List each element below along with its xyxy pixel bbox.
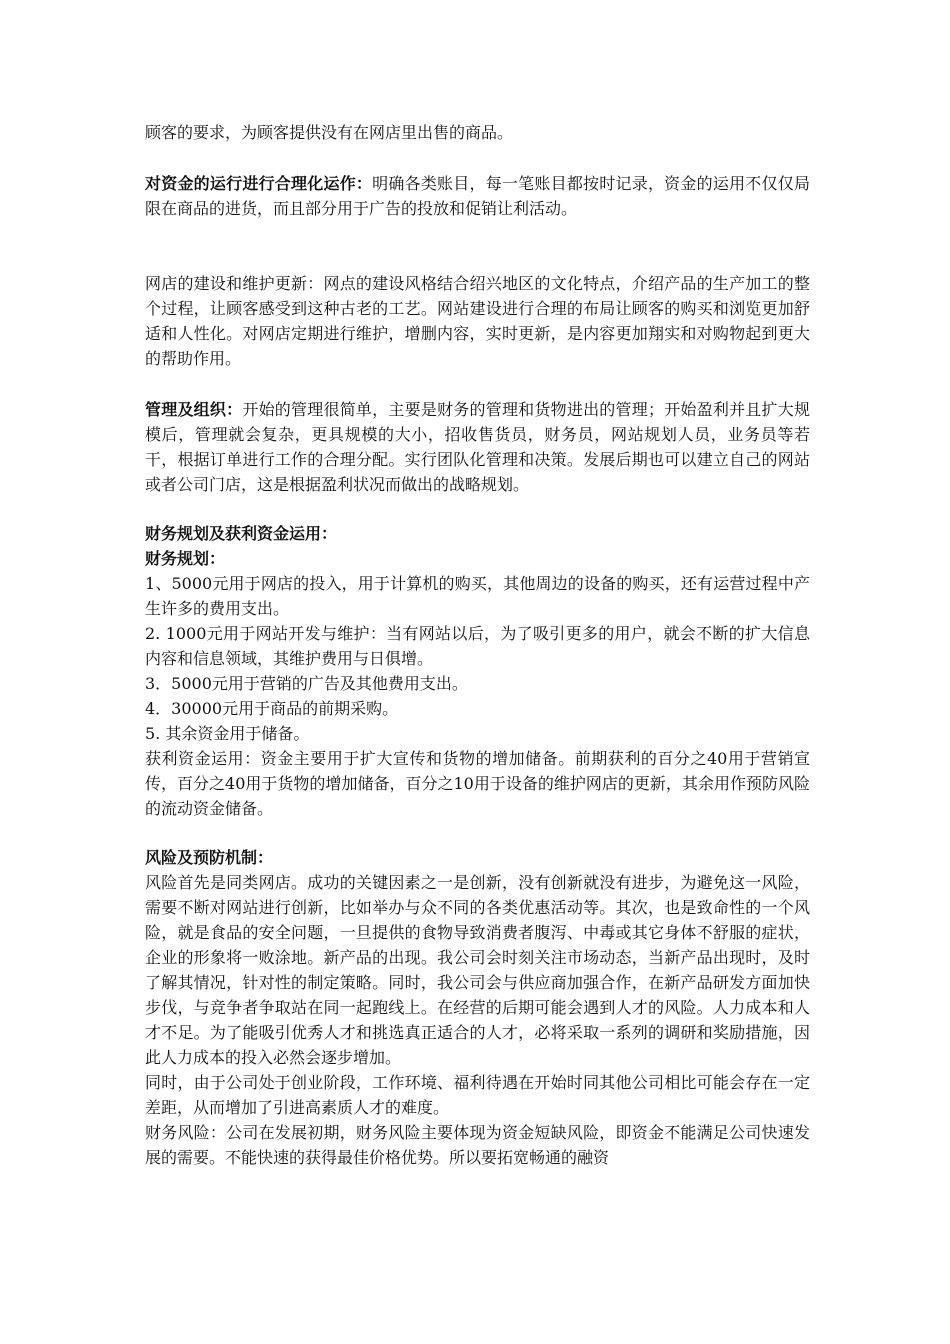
- finance-subtitle: 财务规划：: [145, 549, 226, 568]
- risk-title: 风险及预防机制：: [145, 848, 274, 867]
- management-body: 开始的管理很简单，主要是财务的管理和货物进出的管理；开始盈利并且扩大规模后，管理就会复杂，更具规模的大小，招收售货员，财务员，网站规划人员，业务员等若干，根据订单进行工作的合理分配。实行团队化管理和决策。发展后期也可以建立自己的网站或者公司门店，这是根据盈利状况而做出的战略规划。: [145, 400, 810, 494]
- fund-operation-heading: 对资金的运行进行合理化运作：: [145, 174, 373, 193]
- finance-item-5: 5. 其余资金用于储备。: [145, 724, 310, 743]
- paragraph-fund-operation: [145, 171, 810, 221]
- document-page: [145, 120, 810, 1170]
- finance-item-3: 3．5000元用于营销的广告及其他费用支出。: [145, 674, 468, 693]
- paragraph-management: [145, 397, 810, 497]
- management-heading: 管理及组织：: [145, 400, 243, 419]
- paragraph-shop-maintenance: 网店的建设和维护更新：网点的建设风格结合绍兴地区的文化特点，介绍产品的生产加工的整个过程，让顾客感受到这种古老的工艺。网站建设进行合理的布局让顾客的购买和浏览更加舒适和人性化。对网店定期进行维护，增删内容，实时更新，是内容更加翔实和对购物起到更大的帮助作用。: [145, 274, 810, 368]
- fund-operation-body: 明确各类账目，每一笔账目都按时记录，资金的运用不仅仅局限在商品的进货，而且部分用于广告的投放和促销让利活动。: [145, 174, 810, 218]
- paragraph-risk-2: 同时，由于公司处于创业阶段，工作环境、福利待遇在开始时同其他公司相比可能会存在一定差距，从而增加了引进高素质人才的难度。: [145, 1073, 810, 1117]
- finance-item-4: 4．30000元用于商品的前期采购。: [145, 699, 399, 718]
- finance-item-1: 1、5000元用于网店的投入，用于计算机的购买，其他周边的设备的购买，还有运营过程中产生许多的费用支出。: [145, 574, 810, 618]
- paragraph-risk-3: 财务风险：公司在发展初期，财务风险主要体现为资金短缺风险，即资金不能满足公司快速发展的需要。不能快速的获得最佳价格优势。所以要拓宽畅通的融资: [145, 1123, 810, 1167]
- finance-item-2: 2. 1000元用于网站开发与维护：当有网站以后，为了吸引更多的用户，就会不断的扩大信息内容和信息领域，其维护费用与日俱增。: [145, 624, 810, 668]
- finance-title: 财务规划及获利资金运用：: [145, 524, 338, 543]
- paragraph-risk-1: 风险首先是同类网店。成功的关键因素之一是创新，没有创新就没有进步，为避免这一风险，需要不断对网站进行创新，比如举办与众不同的各类优惠活动等。其次，也是致命性的一个风险，就是食品的安全问题，一旦提供的食物导致消费者腹泻、中毒或其它身体不舒服的症状，企业的形象将一败涂地。新产品的出现。我公司会时刻关注市场动态，当新产品出现时，及时了解其情况，针对性的制定策略。同时，我公司会与供应商加强合作，在新产品研发方面加快步伐，与竞争者争取站在同一起跑线上。在经营的后期可能会遇到人才的风险。人力成本和人才不足。为了能吸引优秀人才和挑选真正适合的人才，必将采取一系列的调研和奖励措施，因此人力成本的投入必然会逐步增加。: [145, 873, 810, 1067]
- paragraph-customer-request: 顾客的要求，为顾客提供没有在网店里出售的商品。: [145, 123, 514, 142]
- paragraph-profit-use: 获利资金运用：资金主要用于扩大宣传和货物的增加储备。前期获利的百分之40用于营销宣传，百分之40用于货物的增加储备，百分之10用于设备的维护网店的更新，其余用作预防风险的流动资金储备。: [145, 749, 810, 818]
